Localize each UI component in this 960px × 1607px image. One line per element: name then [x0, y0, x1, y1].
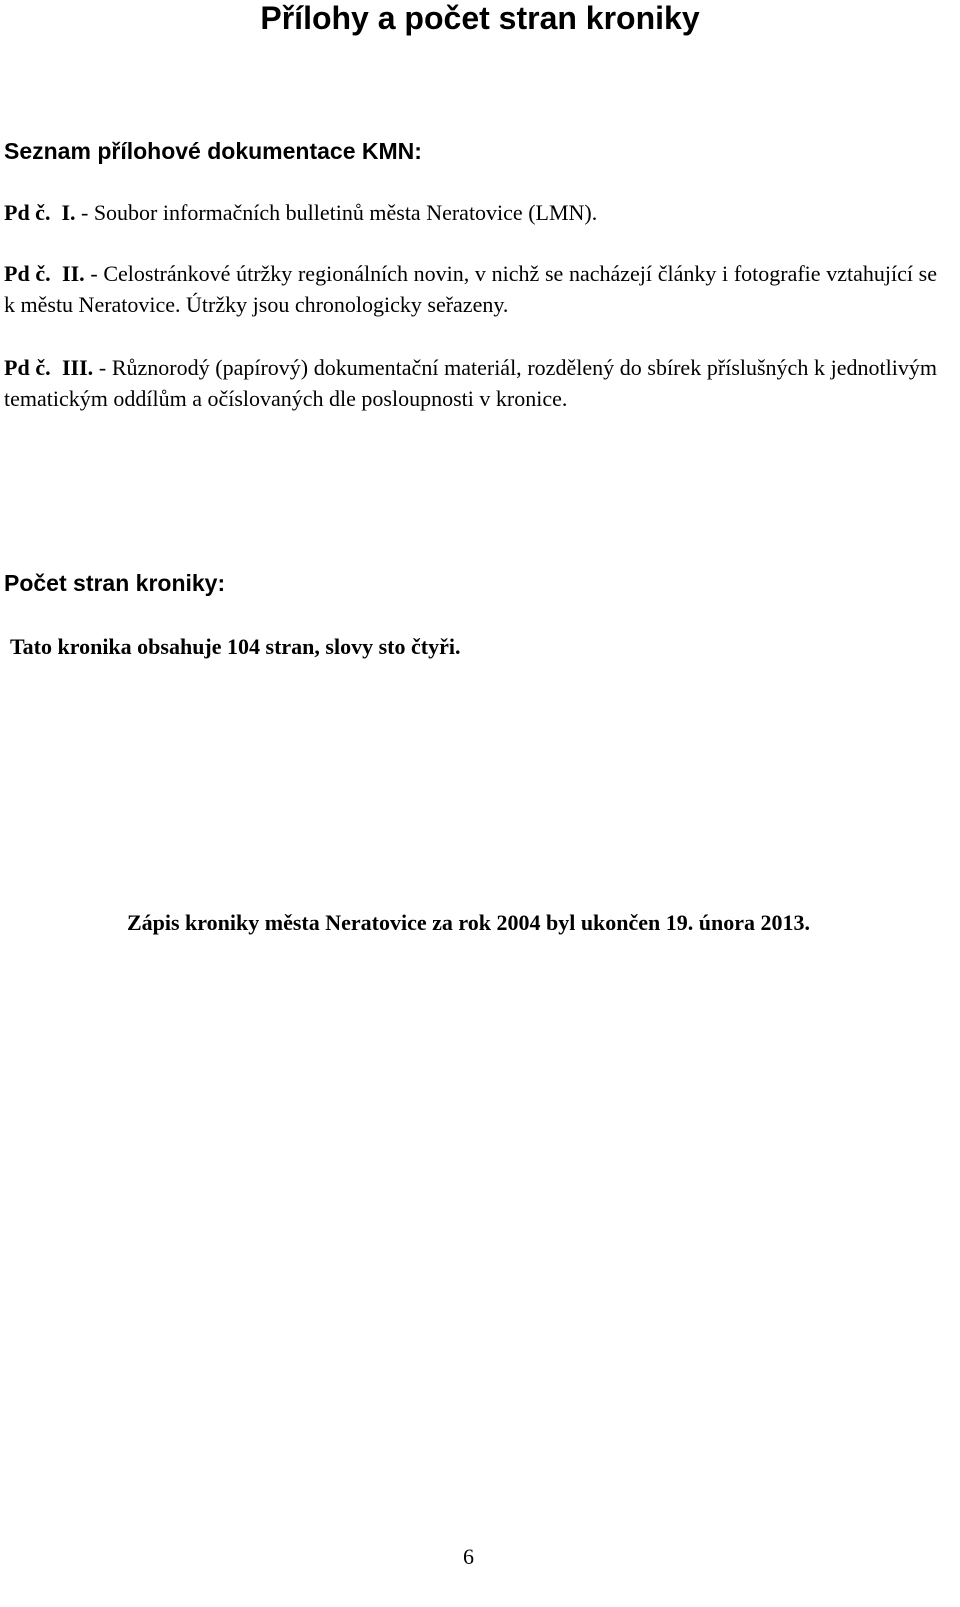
- attachment-text-1: - Soubor informačních bulletinů města Neratovice (LMN).: [75, 200, 598, 225]
- attachment-ref-1: Pd č. I.: [4, 200, 76, 225]
- attachment-text-2: - Celostránkové útržky regionálních novin, v nichž se nacházejí články i fotografie vztahující se k městu Neratovice. Útržky jsou chronologicky seřazeny.: [4, 261, 937, 317]
- attachment-ref-3: Pd č. III.: [4, 355, 94, 380]
- closing-note: Zápis kroniky města Neratovice za rok 2004 byl ukončen 19. února 2013.: [126, 910, 811, 935]
- attachment-item-1: [4, 197, 937, 228]
- attachment-item-3: [4, 352, 937, 414]
- page-title: Přílohy a počet stran kroniky: [260, 0, 700, 36]
- attachment-item-2: [4, 258, 937, 320]
- page-count-statement: Tato kronika obsahuje 104 stran, slovy sto čtyři.: [10, 634, 461, 659]
- attachments-heading: Seznam přílohové dokumentace KMN:: [4, 138, 422, 164]
- page-count-heading: Počet stran kroniky:: [4, 570, 226, 596]
- page-number: 6: [463, 1544, 474, 1569]
- attachment-text-3: - Různorodý (papírový) dokumentační materiál, rozdělený do sbírek příslušných k jednotlivým tematickým oddílům a očíslovaných dle posloupnosti v kronice.: [4, 355, 937, 411]
- attachment-ref-2: Pd č. II.: [4, 261, 85, 286]
